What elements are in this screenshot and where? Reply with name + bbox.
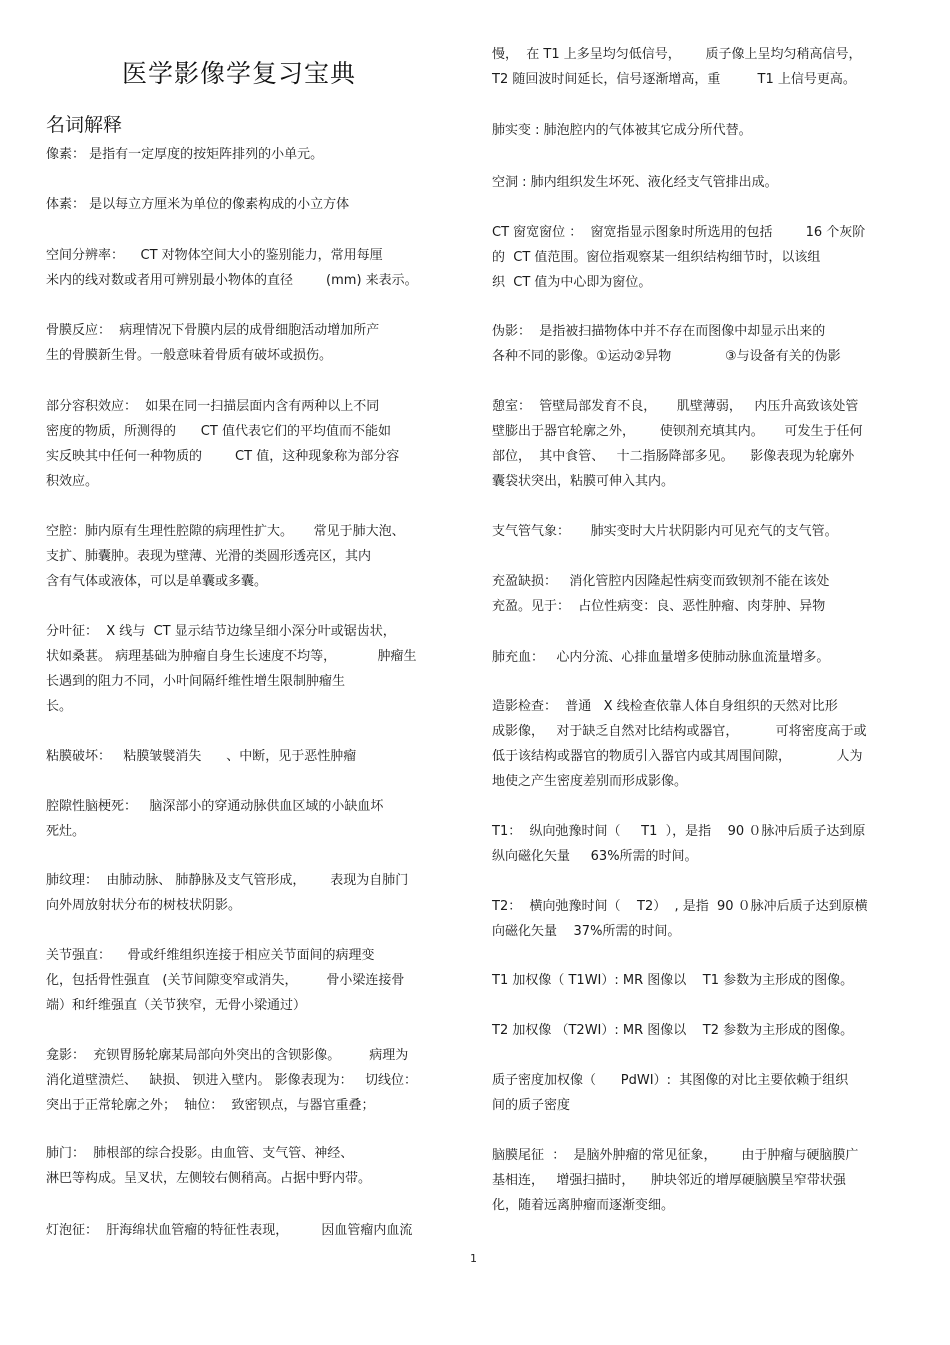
entry-line: 慢， 在 T1 上多呈均匀低信号， 质子像上呈均匀稍高信号， (492, 47, 862, 62)
entry-line: 的 CT 值范围。窗位指观察某一组织结构细节时，以该组 (492, 250, 821, 265)
term-entry (46, 1043, 417, 1118)
entry-line: 含有气体或液体，可以是单囊或多囊。 (46, 574, 268, 589)
entry-line: T2 加权像 （T2WI）: MR 图像以 T2 参数为主形成的图像。 (492, 1023, 854, 1038)
term-entry (492, 819, 865, 869)
term-entry (46, 318, 379, 368)
entry-line: 支气管气象： 肺实变时大片状阴影内可见充气的支气管。 (492, 524, 838, 539)
entry-line: 向外周放射状分布的树枝状阴影。 (46, 898, 242, 913)
page-title: 医学影像学复习宝典 (122, 59, 357, 88)
term-entry (492, 1143, 858, 1218)
entry-line: 囊袋状突出，粘膜可伸入其内。 (492, 474, 675, 489)
entry-line: 死灶。 (46, 824, 86, 839)
entry-line: 化，包括骨性强直 (关节间隙变窄或消失， 骨小梁连接骨 (46, 973, 405, 988)
entry-line: 造影检查： 普通 X 线检查依靠人体自身组织的天然对比形 (492, 699, 838, 714)
term-entry (492, 319, 841, 369)
term-entry (492, 894, 868, 944)
entry-line: 伪影： 是指被扫描物体中并不存在而图像中却显示出来的 (492, 324, 826, 339)
entry-line: 成影像， 对于缺乏自然对比结构或器官， 可将密度高于或 (492, 724, 867, 739)
entry-line: T2 随回波时间延长，信号逐渐增高，重 T1 上信号更高。 (492, 72, 856, 87)
entry-line: 支扩、肺囊肿。表现为壁薄、光滑的类圆形透亮区，其内 (46, 549, 372, 564)
term-entry (492, 220, 865, 295)
entry-line: 低于该结构或器官的物质引入器官内或其周围间隙， 人为 (492, 749, 863, 764)
term-entry (492, 519, 838, 544)
entry-line: 实反映其中任何一种物质的 CT 值，这种现象称为部分容 (46, 449, 400, 464)
term-entry (46, 1218, 412, 1243)
entry-line: 部分容积效应： 如果在同一扫描层面内含有两种以上不同 (46, 399, 380, 414)
entry-line: 纵向磁化矢量 63%所需的时间。 (492, 849, 698, 864)
entry-line: 长遇到的阻力不同，小叶间隔纤维性增生限制肿瘤生 (46, 674, 346, 689)
entry-line: 积效应。 (46, 474, 99, 489)
term-entry (492, 118, 752, 143)
term-entry (46, 794, 383, 844)
entry-line: 突出于正常轮廓之外； 轴位： 致密钡点，与器官重叠； (46, 1098, 375, 1113)
entry-line: 端）和纤维强直（关节狭窄，无骨小梁通过） (46, 998, 307, 1013)
term-entry (492, 1068, 848, 1118)
entry-line: 像素： 是指有一定厚度的按矩阵排列的小单元。 (46, 147, 324, 162)
term-entry (492, 170, 778, 195)
entry-line: 质子密度加权像（ PdWI）: 其图像的对比主要依赖于组织 (492, 1073, 849, 1088)
term-entry (46, 943, 404, 1018)
entry-line: 各种不同的影像。①运动②异物 ③与设备有关的伪影 (492, 349, 841, 364)
entry-line: 消化道壁溃烂、 缺损、 钡进入壁内。 影像表现为： 切线位： (46, 1073, 418, 1088)
entry-line: 化，随着远离肿瘤而逐渐变细。 (492, 1198, 675, 1213)
entry-line: 关节强直： 骨或纤维组织连接于相应关节面间的病理变 (46, 948, 375, 963)
entry-line: 灯泡征： 肝海绵状血管瘤的特征性表现， 因血管瘤内血流 (46, 1223, 413, 1238)
entry-line: 部位， 其中食管、 十二指肠降部多见。 影像表现为轮廓外 (492, 449, 855, 464)
entry-line: 壁膨出于器官轮廓之外， 使钡剂充填其内。 可发生于任何 (492, 424, 863, 439)
entry-line: 空腔：肺内原有生理性腔隙的病理性扩大。 常见于肺大泡、 (46, 524, 405, 539)
entry-line: 分叶征： X 线与 CT 显示结节边缘呈细小深分叶或锯齿状， (46, 624, 396, 639)
term-entry (46, 142, 323, 167)
entry-line: T1： 纵向弛豫时间（ T1 ），是指 90 ０脉冲后质子达到原 (492, 824, 866, 839)
entry-line: 基相连， 增强扫描时， 肿块邻近的增厚硬脑膜呈窄带状强 (492, 1173, 846, 1188)
term-entry (492, 645, 829, 670)
entry-line: T1 加权像（ T1WI）: MR 图像以 T1 参数为主形成的图像。 (492, 973, 854, 988)
term-entry (46, 868, 408, 918)
term-entry (46, 744, 356, 769)
term-entry (492, 694, 867, 794)
entry-line: 肺充血： 心内分流、心排血量增多使肺动脉血流量增多。 (492, 650, 830, 665)
term-entry (46, 519, 405, 594)
entry-line: 粘膜破坏： 粘膜皱襞消失 、中断，见于恶性肿瘤 (46, 749, 357, 764)
term-entry (46, 619, 416, 719)
entry-line: 地使之产生密度差别而形成影像。 (492, 774, 688, 789)
entry-line: 充盈缺损： 消化管腔内因隆起性病变而致钡剂不能在该处 (492, 574, 830, 589)
entry-line: 充盈。见于： 占位性病变：良、恶性肿瘤、肉芽肿、异物 (492, 599, 826, 614)
entry-line: 间的质子密度 (492, 1098, 571, 1113)
entry-line: 肺纹理： 由肺动脉、 肺静脉及支气管形成， 表现为自肺门 (46, 873, 409, 888)
entry-line: 生的骨膜新生骨。一般意味着骨质有破坏或损伤。 (46, 348, 333, 363)
term-entry (492, 42, 862, 92)
entry-line: 空间分辨率： CT 对物体空间大小的鉴别能力，常用每厘 (46, 248, 383, 263)
term-entry (46, 192, 349, 217)
term-entry (492, 1018, 853, 1043)
page-number: 1 (470, 1252, 477, 1265)
term-entry (46, 243, 418, 293)
term-entry (492, 394, 862, 494)
entry-line: 淋巴等构成。呈叉状，左侧较右侧稍高。占据中野内带。 (46, 1171, 372, 1186)
term-entry (492, 569, 829, 619)
entry-line: 体素： 是以每立方厘米为单位的像素构成的小立方体 (46, 197, 350, 212)
entry-line: 长。 (46, 699, 73, 714)
entry-line: 向磁化矢量 37%所需的时间。 (492, 924, 681, 939)
entry-line: 米内的线对数或者用可辨别最小物体的直径 (mm) 来表示。 (46, 273, 418, 288)
entry-line: 骨膜反应： 病理情况下骨膜内层的成骨细胞活动增加所产 (46, 323, 380, 338)
entry-line: 密度的物质，所测得的 CT 值代表它们的平均值而不能如 (46, 424, 391, 439)
entry-line: 腔隙性脑梗死： 脑深部小的穿通动脉供血区域的小缺血坏 (46, 799, 384, 814)
term-entry (492, 968, 853, 993)
term-entry (46, 394, 399, 494)
entry-line: 织 CT 值为中心即为窗位。 (492, 275, 652, 290)
entry-line: 肺门： 肺根部的综合投影。由血管、支气管、神经、 (46, 1146, 354, 1161)
entry-line: 肺实变 : 肺泡腔内的气体被其它成分所代替。 (492, 123, 752, 138)
entry-line: CT 窗宽窗位 ： 窗宽指显示图象时所选用的包括 16 个灰阶 (492, 225, 866, 240)
entry-line: 状如桑葚。 病理基础为肿瘤自身生长速度不均等， 肿瘤生 (46, 649, 417, 664)
entry-line: T2： 横向弛豫时间（ T2） , 是指 90 ０脉冲后质子达到原横 (492, 899, 868, 914)
entry-line: 脑膜尾征 ： 是脑外肿瘤的常见征象， 由于肿瘤与硬脑膜广 (492, 1148, 859, 1163)
entry-line: 憩室： 管壁局部发育不良， 肌壁薄弱， 内压升高致该处管 (492, 399, 859, 414)
entry-line: 龛影： 充钡胃肠轮廓某局部向外突出的含钡影像。 病理为 (46, 1048, 409, 1063)
entry-line: 空洞 : 肺内组织发生坏死、液化经支气管排出成。 (492, 175, 778, 190)
term-entry (46, 1141, 371, 1191)
section-heading: 名词解释 (46, 114, 123, 136)
